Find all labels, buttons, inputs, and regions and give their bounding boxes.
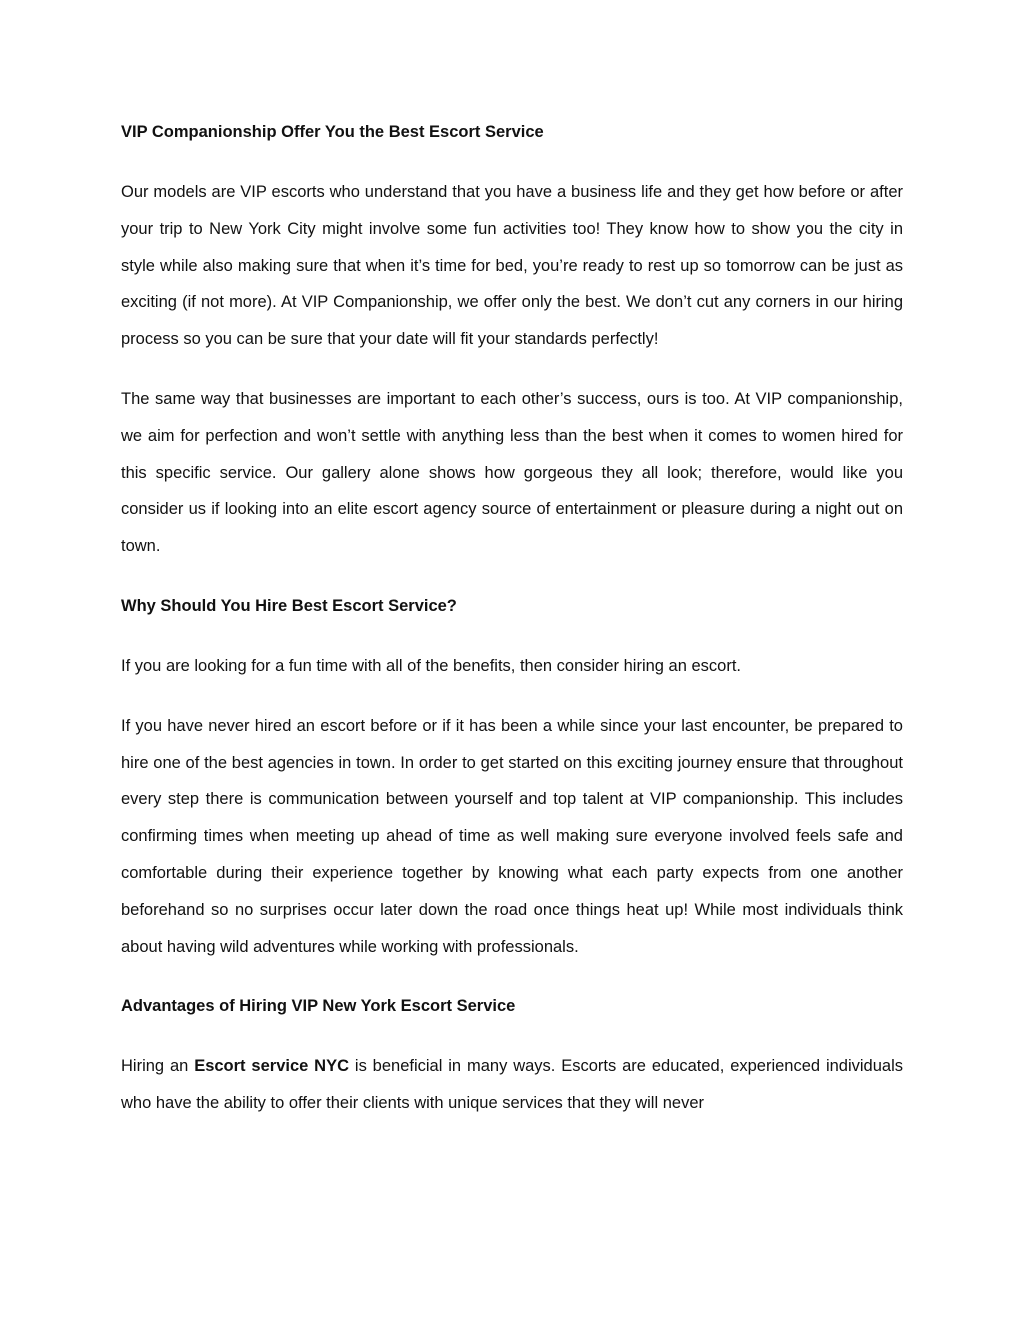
paragraph-hiring-after: is beneficial in many ways. Escorts are educated, experienced individuals who have the ability to offer their clients with unique services that they will never [121,1057,904,1113]
bold-keyword-escort-service-nyc: Escort service NYC [194,1057,350,1076]
section-heading-why-hire: Why Should You Hire Best Escort Service? [121,596,457,615]
paragraph-hiring-before: Hiring an [121,1057,195,1076]
document-page [121,114,903,1122]
paragraph-models-intro: Our models are VIP escorts who understand that you have a business life and they get how before or after your trip to New York City might involve some fun activities too! They know how to show you the city in style while also making sure that when it’s time for bed, you’re ready to rest up so tomorrow can be just as exciting (if not more). At VIP Companionship, we offer only the best. We don’t cut any corners in our hiring process so you can be sure that your date will fit your standards perfectly! [121,183,903,349]
section-heading-vip-companionship: VIP Companionship Offer You the Best Escort Service [121,123,544,141]
section-heading-advantages: Advantages of Hiring VIP New York Escort Service [121,997,516,1016]
paragraph-hiring-benefits [121,1048,903,1122]
paragraph-businesses: The same way that businesses are important to each other’s success, ours is too. At VIP companionship, we aim for perfection and won’t settle with anything less than the best when it comes to women hired for this specific service. Our gallery alone shows how gorgeous they all look; therefore, would like you consider us if looking into an elite escort agency source of entertainment or pleasure during a night out on town. [121,389,903,556]
paragraph-never-hired: If you have never hired an escort before or if it has been a while since your last encounter, be prepared to hire one of the best agencies in town. In order to get started on this exciting journey ensure that throughout every step there is communication between yourself and top talent at VIP companionship. This includes confirming times when meeting up ahead of time as well making sure everyone involved feels safe and comfortable during their experience together by knowing what each party expects from one another beforehand so no surprises occur later down the road once things heat up! While most individuals think about having wild adventures while working with professionals. [121,716,903,956]
paragraph-fun-time: If you are looking for a fun time with all of the benefits, then consider hiring an escort. [121,656,742,675]
